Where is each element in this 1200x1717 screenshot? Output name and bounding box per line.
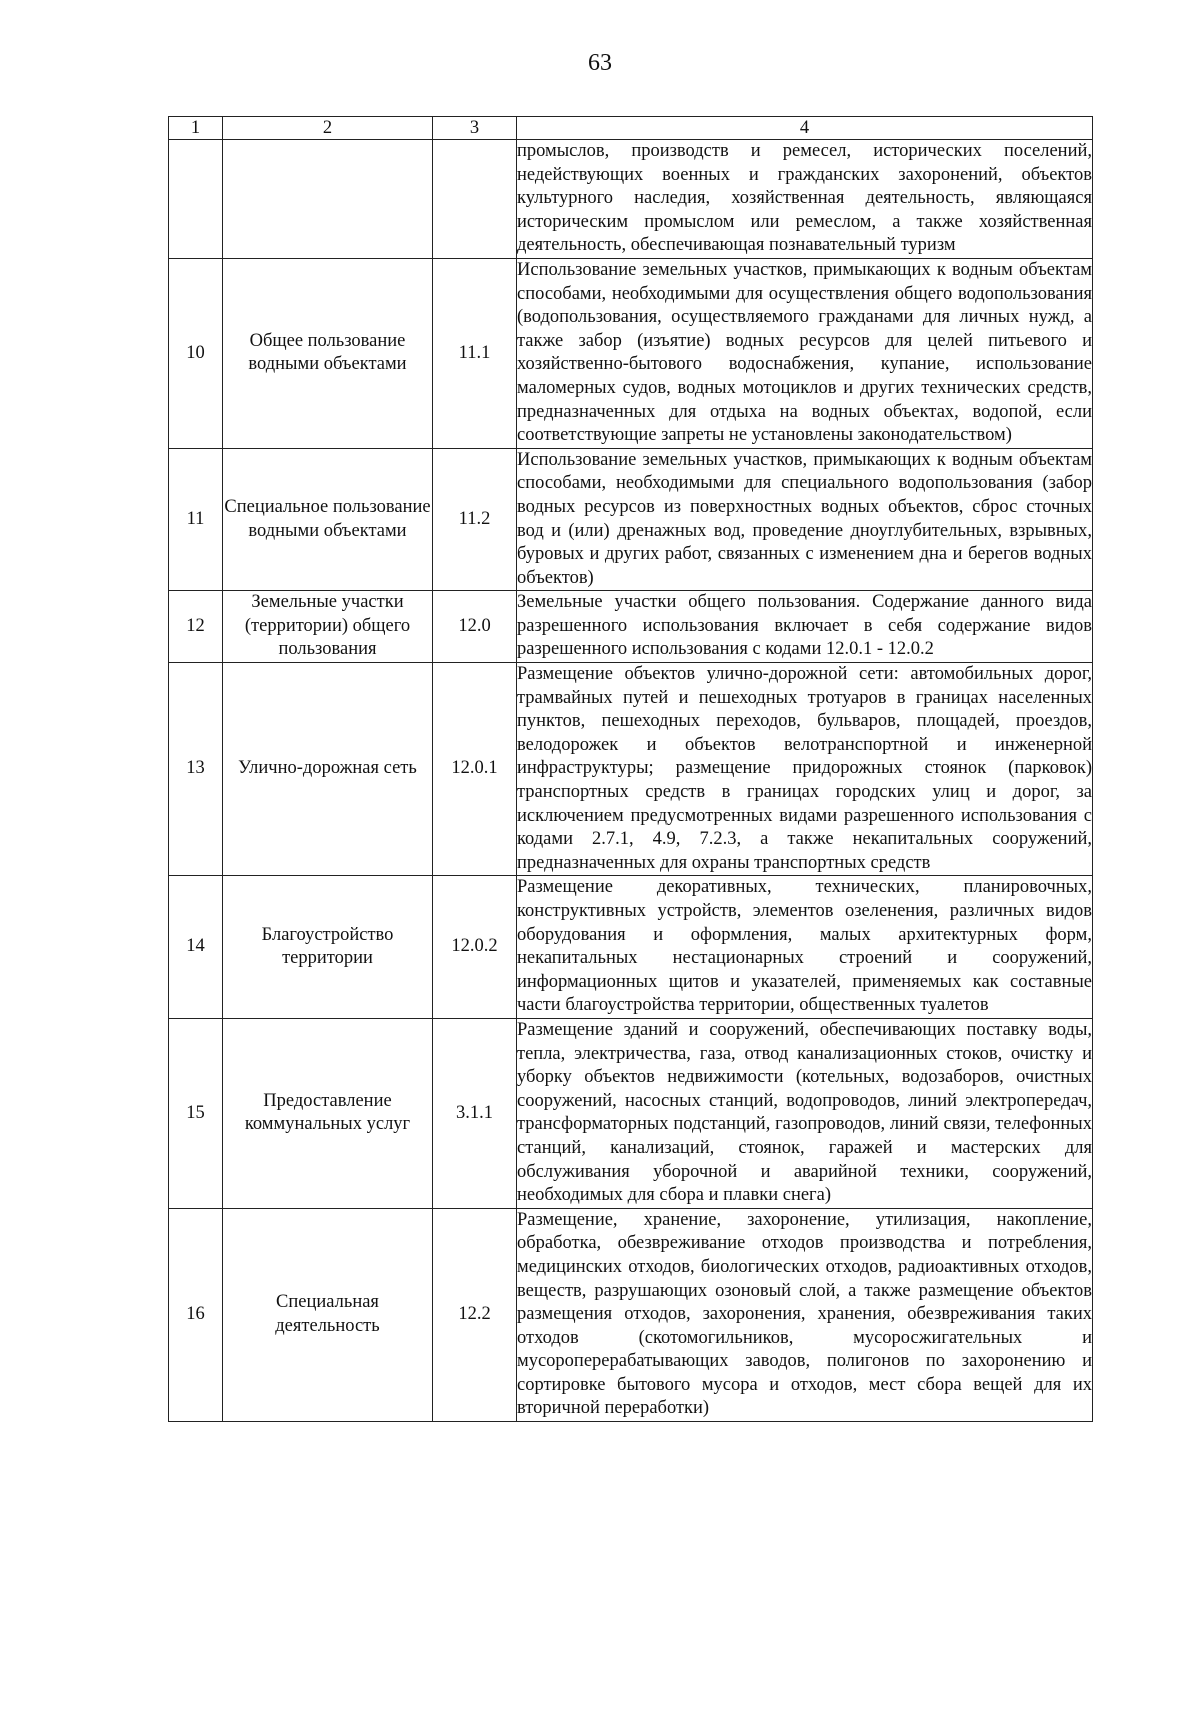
row-number: 13 — [169, 663, 223, 876]
row-number — [169, 140, 223, 259]
table-row — [169, 258, 1093, 448]
use-type-code: 12.2 — [433, 1208, 517, 1421]
row-number: 14 — [169, 876, 223, 1019]
use-type-description: промыслов, производств и ремесел, исторических поселений, недействующих военных и гражданских захоронений, объектов культурного наследия, хозяйственная деятельность, являющаяся историческим промыслом или ремеслом, а также хозяйственная деятельность, обеспечивающая познавательный туризм — [517, 140, 1093, 259]
use-type-description: Использование земельных участков, примыкающих к водным объектам способами, необходимыми для осуществления общего водопользования (водопользования, осуществляемого гражданами для личных нужд, а также забор (изъятие) водных ресурсов для целей питьевого и хозяйственно-бытового водоснабжения, купание, использование маломерных судов, водных мотоциклов и других технических средств, предназначенных для отдыха на водных объектах, водопой, если соответствующие запреты не установлены законодательством) — [517, 258, 1093, 448]
header-col-3: 3 — [433, 117, 517, 140]
table-row — [169, 591, 1093, 663]
land-use-table — [168, 116, 1093, 1422]
row-number: 10 — [169, 258, 223, 448]
row-number: 11 — [169, 448, 223, 591]
use-type-description: Использование земельных участков, примыкающих к водным объектам способами, необходимыми для специального водопользования (забор водных ресурсов из поверхностных водных объектов, сброс сточных вод и (или) дренажных вод, проведение дноуглубительных, взрывных, буровых и других работ, связанных с изменением дна и берегов водных объектов) — [517, 448, 1093, 591]
row-number: 12 — [169, 591, 223, 663]
table-row — [169, 140, 1093, 259]
header-row — [169, 117, 1093, 140]
use-type-code: 12.0.1 — [433, 663, 517, 876]
page-number: 63 — [588, 50, 612, 76]
table-row — [169, 1208, 1093, 1421]
use-type-code: 3.1.1 — [433, 1018, 517, 1208]
use-type-code: 12.0.2 — [433, 876, 517, 1019]
use-type-description: Размещение объектов улично-дорожной сети: автомобильных дорог, трамвайных путей и пешеходных тротуаров в границах населенных пунктов, пешеходных переходов, бульваров, площадей, проездов, велодорожек и объектов велотранспортной и инженерной инфраструктуры; размещение придорожных стоянок (парковок) транспортных средств в границах городских улиц и дорог, за исключением предусмотренных видами разрешенного использования с кодами 2.7.1, 4.9, 7.2.3, а также некапитальных сооружений, предназначенных для охраны транспортных средств — [517, 663, 1093, 876]
use-type-code: 11.2 — [433, 448, 517, 591]
table-row — [169, 448, 1093, 591]
row-number: 16 — [169, 1208, 223, 1421]
use-type-name: Земельные участки (территории) общего пользования — [223, 591, 433, 663]
row-number: 15 — [169, 1018, 223, 1208]
table-row — [169, 876, 1093, 1019]
use-type-name: Общее пользование водными объектами — [223, 258, 433, 448]
header-col-4: 4 — [517, 117, 1093, 140]
use-type-name — [223, 140, 433, 259]
use-type-description: Размещение зданий и сооружений, обеспечивающих поставку воды, тепла, электричества, газа, отвод канализационных стоков, очистку и уборку объектов недвижимости (котельных, водозаборов, очистных сооружений, насосных станций, водопроводов, линий электропередач, трансформаторных подстанций, газопроводов, линий связи, телефонных станций, канализаций, стоянок, гаражей и мастерских для обслуживания уборочной и аварийной техники, сооружений, необходимых для сбора и плавки снега) — [517, 1018, 1093, 1208]
table-row — [169, 663, 1093, 876]
use-type-code: 12.0 — [433, 591, 517, 663]
use-type-code: 11.1 — [433, 258, 517, 448]
use-type-description: Земельные участки общего пользования. Содержание данного вида разрешенного использования включает в себя содержание видов разрешенного использования с кодами 12.0.1 - 12.0.2 — [517, 591, 1093, 663]
header-col-1: 1 — [169, 117, 223, 140]
use-type-description: Размещение, хранение, захоронение, утилизация, накопление, обработка, обезвреживание отходов производства и потребления, медицинских отходов, биологических отходов, радиоактивных отходов, веществ, разрушающих озоновый слой, а также размещение объектов размещения отходов, захоронения, хранения, обезвреживания таких отходов (скотомогильников, мусоросжигательных и мусороперерабатывающих заводов, полигонов по захоронению и сортировке бытового мусора и отходов, мест сбора вещей для их вторичной переработки) — [517, 1208, 1093, 1421]
use-type-code — [433, 140, 517, 259]
header-col-2: 2 — [223, 117, 433, 140]
use-type-name: Специальная деятельность — [223, 1208, 433, 1421]
use-type-description: Размещение декоративных, технических, планировочных, конструктивных устройств, элементов озеленения, различных видов оборудования и оформления, малых архитектурных форм, некапитальных нестационарных строений и сооружений, информационных щитов и указателей, применяемых как составные части благоустройства территории, общественных туалетов — [517, 876, 1093, 1019]
use-type-name: Предоставление коммунальных услуг — [223, 1018, 433, 1208]
use-type-name: Улично-дорожная сеть — [223, 663, 433, 876]
table-row — [169, 1018, 1093, 1208]
use-type-name: Специальное пользование водными объектами — [223, 448, 433, 591]
use-type-name: Благоустройство территории — [223, 876, 433, 1019]
